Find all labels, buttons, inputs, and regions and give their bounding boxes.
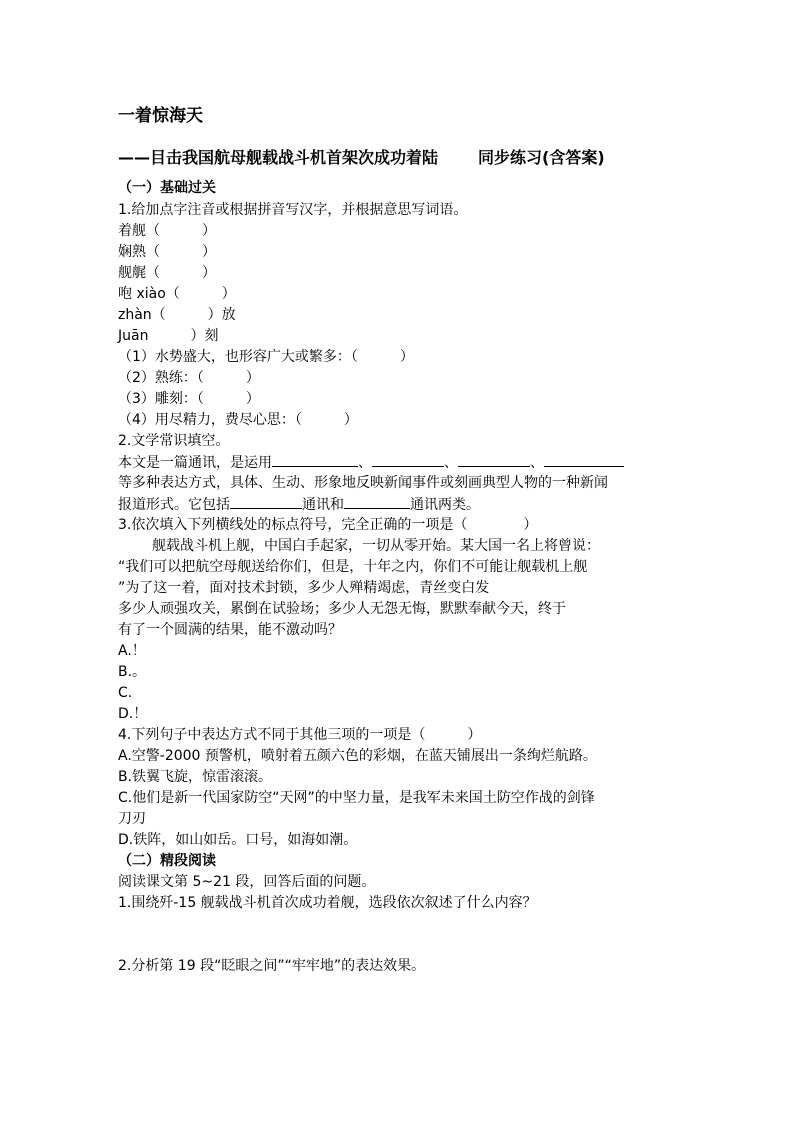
q1-item: 舰艉（ ）	[118, 265, 216, 281]
fill-blank[interactable]	[372, 452, 444, 467]
q3-option: C.	[118, 685, 133, 701]
q1-stem: 1.给加点字注音或根据拼音写汉字，并根据意思写词语。	[118, 202, 468, 218]
q2-separator: 、	[530, 455, 544, 471]
q2-text: 本文是一篇通讯，是运用	[118, 455, 272, 471]
fill-blank[interactable]	[344, 494, 410, 509]
q3-option: D.！	[118, 706, 148, 722]
q1-item: 着舰（ ）	[118, 223, 216, 239]
q3-option: B.。	[118, 664, 147, 680]
q3-passage: 多少人顽强攻关，累倒在试验场；多少人无怨无悔，默默奉献今天，终于	[118, 601, 566, 617]
q4-option: C.他们是新一代国家防空“天网”的中坚力量，是我军未来国土防空作战的剑锋	[118, 790, 595, 806]
q3-passage: ”为了这一着，面对技术封锁，多少人殚精竭虑，青丝变白发	[118, 580, 490, 596]
reading-question: 1.围绕歼-15 舰载战斗机首次成功着舰，选段依次叙述了什么内容？	[118, 895, 537, 911]
q4-option-continued: 刀刃	[118, 811, 146, 827]
fill-blank[interactable]	[458, 452, 530, 467]
q3-passage: “我们可以把航空母舰送给你们，但是，十年之内，你们不可能让舰载机上舰	[118, 559, 588, 575]
q3-option: A.！	[118, 643, 146, 659]
q3-passage: 有了一个圆满的结果，能不激动吗？	[118, 622, 342, 638]
q2-text: 通讯两类。	[410, 497, 480, 513]
section-reading: （二）精段阅读	[118, 853, 216, 869]
q1-item: zhàn（ ）放	[118, 307, 236, 323]
q2-stem: 2.文学常识填空。	[118, 433, 230, 449]
q1-item: 娴熟（ ）	[118, 244, 216, 260]
q3-passage: 舰载战斗机上舰，中国白手起家，一切从零开始。某大国一名上将曾说：	[152, 538, 600, 554]
q2-text: 报道形式。它包括	[118, 497, 230, 513]
q4-option: A.空警-2000 预警机，喷射着五颜六色的彩烟，在蓝天铺展出一条绚烂航路。	[118, 748, 597, 764]
subtitle-exercise: 同步练习(含答案)	[478, 148, 605, 167]
q3-stem: 3.依次填入下列横线处的标点符号，完全正确的一项是（ ）	[118, 517, 538, 533]
q1-definition: （1）水势盛大，也形容广大或繁多：（ ）	[118, 349, 414, 365]
q1-definition: （4）用尽精力，费尽心思：（ ）	[118, 412, 358, 428]
q2-text: 通讯和	[302, 497, 344, 513]
q1-item: 咆 xiào（ ）	[118, 286, 236, 302]
q2-line	[118, 494, 480, 515]
q2-separator: 、	[444, 455, 458, 471]
fill-blank[interactable]	[272, 452, 358, 467]
q4-option: D.铁阵，如山如岳。口号，如海如潮。	[118, 832, 358, 848]
q1-item: Juān ）刻	[118, 328, 219, 344]
fill-blank[interactable]	[230, 494, 302, 509]
q2-line: 等多种表达方式，具体、生动、形象地反映新闻事件或刻画典型人物的一种新闻	[118, 475, 608, 491]
document-subtitle	[118, 148, 605, 168]
q4-option: B.铁翼飞旋，惊雷滚滚。	[118, 769, 273, 785]
section-basic: （一）基础过关	[118, 180, 216, 196]
q4-stem: 4.下列句子中表达方式不同于其他三项的一项是（ ）	[118, 727, 482, 743]
reading-intro: 阅读课文第 5~21 段，回答后面的问题。	[118, 874, 376, 890]
q1-definition: （2）熟练：（ ）	[118, 370, 260, 386]
document-title: 一着惊海天	[118, 106, 203, 126]
q2-line	[118, 452, 624, 473]
q1-definition: （3）雕刻：（ ）	[118, 391, 260, 407]
reading-question: 2.分析第 19 段“眨眼之间”“牢牢地”的表达效果。	[118, 958, 426, 974]
q2-separator: 、	[358, 455, 372, 471]
fill-blank[interactable]	[544, 452, 624, 467]
subtitle-main: ——目击我国航母舰载战斗机首架次成功着陆	[118, 148, 439, 167]
